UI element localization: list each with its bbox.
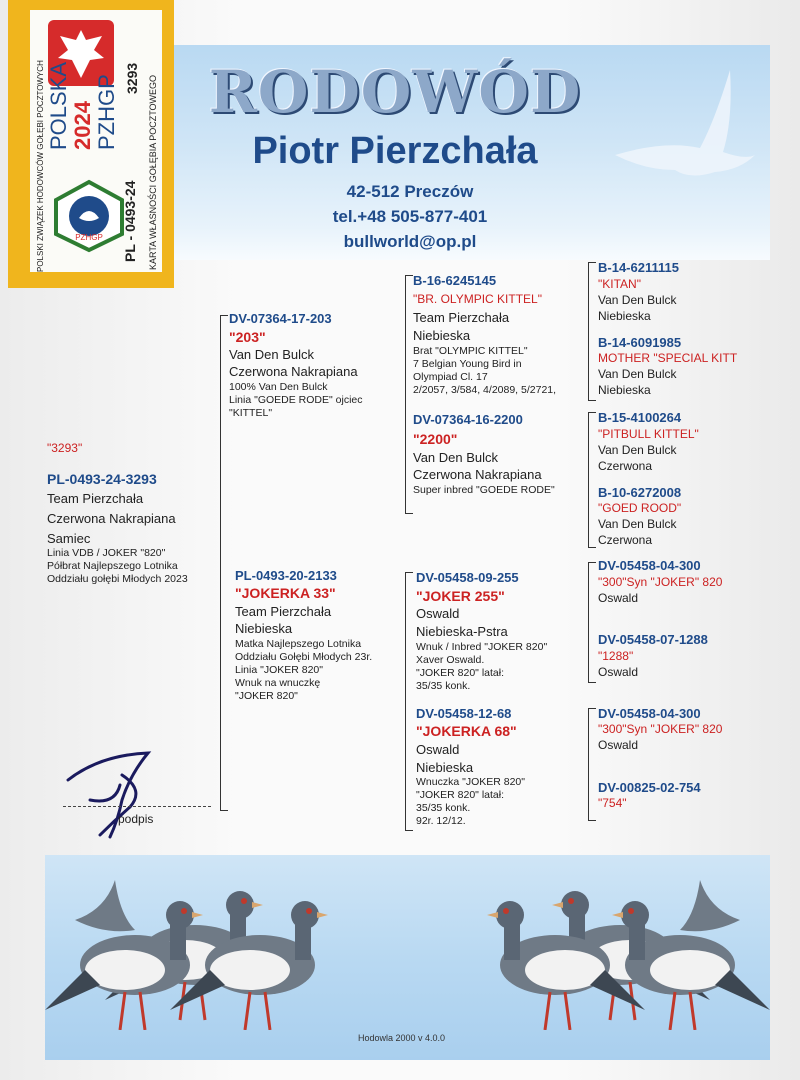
grandparent-note: Olympiad Cl. 17: [413, 371, 488, 383]
grandparent-note: Super inbred "GOEDE RODE": [413, 484, 555, 496]
grandparent-line: Oswald: [416, 606, 460, 621]
grandparent-ring: B-16-6245145: [413, 273, 497, 288]
subject-nickname: "3293": [47, 441, 83, 455]
mother-note: Matka Najlepszego Lotnika: [235, 638, 362, 650]
grandparent-note: Brat "OLYMPIC KITTEL": [413, 345, 528, 357]
great-grandparent-ring: B-14-6211115: [598, 260, 679, 275]
great-grandparent-line: Oswald: [598, 665, 639, 679]
grandparent-ring: DV-05458-09-255: [416, 570, 519, 585]
great-grandparent-line: Czerwona: [598, 459, 653, 473]
grandparent-line: Niebieska: [416, 760, 474, 775]
great-grandparent-line: Oswald: [598, 738, 639, 752]
pzhgp-logo-icon: [52, 178, 127, 253]
great-grandparent-name: MOTHER "SPECIAL KITT: [598, 351, 738, 365]
svg-text:PZHGP: PZHGP: [75, 233, 103, 242]
bracket-father: [405, 275, 406, 513]
mother-note: Wnuk na wnuczkę: [235, 677, 321, 689]
grandparent-name: "2200": [413, 431, 458, 447]
subject-color: Czerwona Nakrapiana: [47, 511, 176, 526]
grandparent-note: Wnuk / Inbred "JOKER 820": [416, 641, 548, 653]
bracket-mother: [405, 572, 406, 830]
father-name: "203": [229, 329, 266, 345]
grandparent-note: Wnuczka "JOKER 820": [416, 776, 525, 788]
grandparent-ring: DV-05458-12-68: [416, 706, 512, 721]
great-grandparent-name: "300"Syn "JOKER" 820: [598, 575, 723, 589]
card-org: POLSKI ZWIĄZEK HODOWCÓW GOŁĘBI POCZTOWYCH: [36, 60, 45, 272]
breeder-address: 42-512 Preczów: [346, 182, 474, 201]
grandparent-line: Niebieska: [413, 328, 471, 343]
great-grandparent-ring: DV-05458-07-1288: [598, 632, 708, 647]
father-note: 100% Van Den Bulck: [229, 381, 328, 393]
subject-note: Oddziału gołębi Młodych 2023: [47, 573, 188, 585]
breeder-name: Piotr Pierzchała: [252, 130, 538, 172]
great-grandparent-ring: B-15-4100264: [598, 410, 682, 425]
document-title: RODOWÓD: [208, 58, 582, 126]
great-grandparent-line: Niebieska: [598, 309, 651, 323]
great-grandparent-line: Oswald: [598, 591, 639, 605]
subject-owner: Team Pierzchała: [47, 491, 144, 506]
subject-note: Półbrat Najlepszego Lotnika: [47, 560, 178, 572]
grandparent-note: "JOKER 820" latał:: [416, 667, 504, 679]
great-grandparent-name: "KITAN": [598, 277, 641, 291]
great-grandparent-ring: DV-05458-04-300: [598, 558, 701, 573]
card-country: POLSKA: [46, 61, 71, 150]
grandparent-note: "JOKER 820" latał:: [416, 789, 504, 801]
father-line: Czerwona Nakrapiana: [229, 364, 358, 379]
grandparent-note: 7 Belgian Young Bird in: [413, 358, 522, 370]
great-grandparent-ring: DV-05458-04-300: [598, 706, 701, 721]
ownership-card: [8, 0, 174, 288]
grandparent-line: Van Den Bulck: [413, 450, 499, 465]
grandparent-note: 92r. 12/12.: [416, 815, 466, 827]
father-ring: DV-07364-17-203: [229, 311, 332, 326]
signature-line: [63, 806, 211, 807]
pigeons-illustration-icon: [45, 860, 770, 1030]
card-caption: KARTA WŁASNOŚCI GOŁĘBIA POCZTOWEGO: [148, 74, 158, 270]
signature-label: podpis: [118, 812, 154, 826]
grandparent-name: "BR. OLYMPIC KITTEL": [413, 292, 542, 306]
grandparent-name: "JOKERKA 68": [416, 723, 517, 739]
great-grandparent-line: Van Den Bulck: [598, 443, 677, 457]
signature-scribble-icon: [60, 745, 170, 845]
great-grandparent-line: Van Den Bulck: [598, 367, 677, 381]
mother-line: Team Pierzchała: [235, 604, 332, 619]
mother-name: "JOKERKA 33": [235, 585, 336, 601]
mother-note: Linia "JOKER 820": [235, 664, 323, 676]
grandparent-line: Czerwona Nakrapiana: [413, 467, 542, 482]
breeder-email: bullworld@op.pl: [343, 232, 477, 251]
mother-line: Niebieska: [235, 621, 293, 636]
great-grandparent-name: "300"Syn "JOKER" 820: [598, 722, 723, 736]
great-grandparent-name: "1288": [598, 649, 634, 663]
mother-note: Oddziału Gołębi Młodych 23r.: [235, 651, 373, 663]
great-grandparent-line: Van Den Bulck: [598, 517, 677, 531]
grandparent-ring: DV-07364-16-2200: [413, 412, 523, 427]
bracket-gen1: [220, 315, 221, 810]
card-ring: PL - 0493-24: [122, 180, 138, 262]
grandparent-line: Niebieska-Pstra: [416, 624, 508, 639]
great-grandparent-ring: B-14-6091985: [598, 335, 682, 350]
mother-note: "JOKER 820": [235, 690, 298, 702]
great-grandparent-ring: B-10-6272008: [598, 485, 682, 500]
father-line: Van Den Bulck: [229, 347, 315, 362]
grandparent-name: "JOKER 255": [416, 588, 505, 604]
father-note: Linia "GOEDE RODE" ojciec: [229, 394, 363, 406]
card-assoc: PZHGP: [94, 74, 119, 150]
grandparent-note: 2/2057, 3/584, 4/2089, 5/2721,: [413, 384, 557, 396]
grandparent-note: 35/35 konk.: [416, 802, 471, 814]
grandparent-note: 35/35 konk.: [416, 680, 471, 692]
breeder-phone: tel.+48 505-877-401: [332, 207, 488, 226]
great-grandparent-name: "GOED ROOD": [598, 501, 682, 515]
grandparent-line: Oswald: [416, 742, 460, 757]
father-note: "KITTEL": [229, 407, 273, 419]
great-grandparent-name: "754": [598, 796, 627, 810]
card-number: 3293: [124, 62, 140, 94]
grandparent-note: Xaver Oswald.: [416, 654, 485, 666]
software-version: Hodowla 2000 v 4.0.0: [358, 1033, 446, 1043]
flying-pigeon-icon: [605, 60, 765, 210]
mother-ring: PL-0493-20-2133: [235, 568, 337, 583]
great-grandparent-name: "PITBULL KITTEL": [598, 427, 699, 441]
great-grandparent-line: Czerwona: [598, 533, 653, 547]
subject-note: Linia VDB / JOKER "820": [47, 547, 166, 559]
subject-sex: Samiec: [47, 531, 91, 546]
great-grandparent-line: Van Den Bulck: [598, 293, 677, 307]
card-year: 2024: [70, 101, 95, 150]
great-grandparent-line: Niebieska: [598, 383, 651, 397]
subject-ring: PL-0493-24-3293: [47, 471, 157, 487]
grandparent-line: Team Pierzchała: [413, 310, 510, 325]
great-grandparent-ring: DV-00825-02-754: [598, 780, 701, 795]
